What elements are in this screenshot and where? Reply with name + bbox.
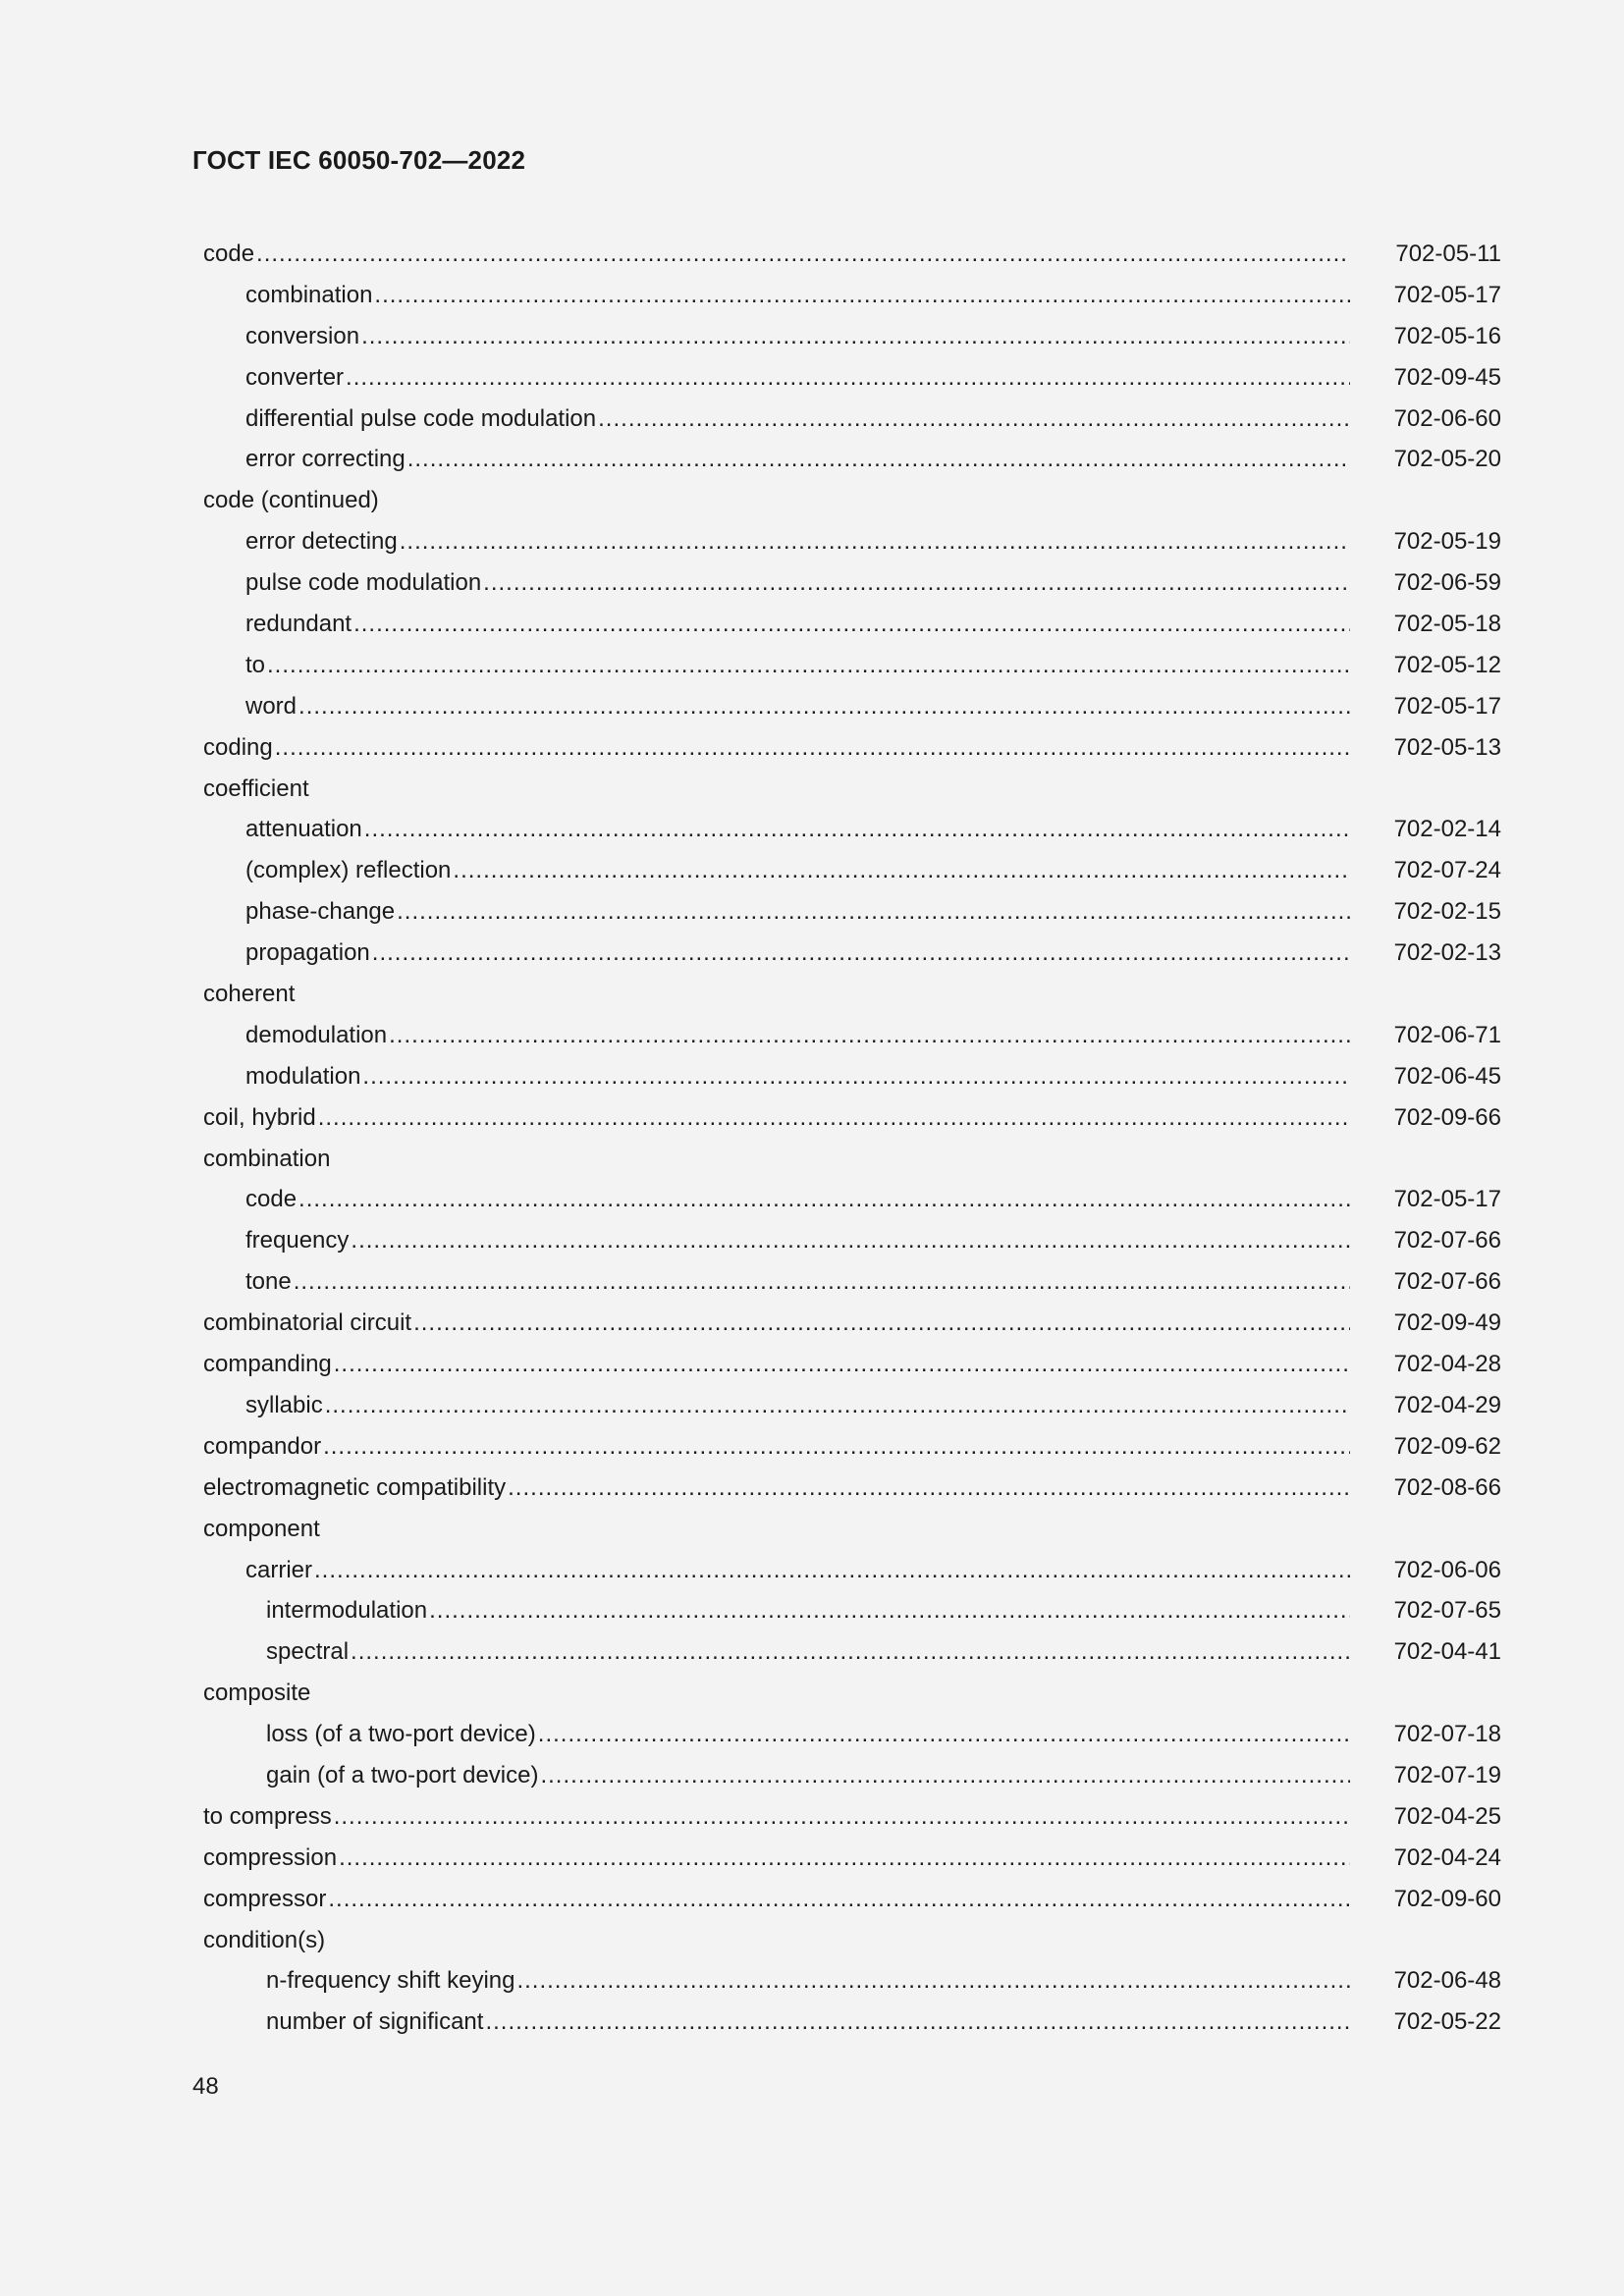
dot-leader bbox=[453, 850, 1350, 891]
index-reference: 702-09-66 bbox=[1393, 1103, 1501, 1131]
index-entry bbox=[203, 1509, 1501, 1550]
index-term: code bbox=[245, 1186, 298, 1213]
index-term: error detecting bbox=[245, 528, 398, 556]
dot-leader bbox=[339, 1838, 1350, 1879]
index-reference: 702-05-19 bbox=[1393, 528, 1501, 556]
index-reference: 702-06-59 bbox=[1393, 569, 1501, 597]
index-entry bbox=[203, 891, 1501, 933]
dot-leader bbox=[353, 604, 1350, 645]
index-reference: 702-06-71 bbox=[1393, 1021, 1501, 1048]
index-term: electromagnetic compatibility bbox=[203, 1473, 507, 1501]
index-term: tone bbox=[245, 1268, 292, 1296]
dot-leader bbox=[598, 399, 1350, 440]
dot-leader bbox=[429, 1590, 1350, 1631]
index-entry bbox=[203, 316, 1501, 357]
index-reference: 702-02-14 bbox=[1393, 816, 1501, 843]
dot-leader bbox=[400, 521, 1350, 562]
index-reference: 702-07-65 bbox=[1393, 1597, 1501, 1625]
index-reference: 702-05-18 bbox=[1393, 611, 1501, 638]
index-entry bbox=[203, 1344, 1501, 1385]
index-term: coding bbox=[203, 733, 273, 761]
index-reference: 702-05-12 bbox=[1393, 651, 1501, 678]
index-entry bbox=[203, 1220, 1501, 1261]
index-reference: 702-06-45 bbox=[1393, 1062, 1501, 1090]
index-term: component bbox=[203, 1515, 320, 1542]
index-term: code bbox=[203, 240, 255, 267]
index-reference: 702-05-22 bbox=[1393, 2008, 1501, 2036]
index-term: gain (of a two-port device) bbox=[266, 1761, 539, 1789]
index-term: word bbox=[245, 692, 298, 720]
index-entry bbox=[203, 1179, 1501, 1220]
index-reference: 702-06-60 bbox=[1393, 404, 1501, 432]
index-reference: 702-07-66 bbox=[1393, 1227, 1501, 1255]
index-entry bbox=[203, 1755, 1501, 1796]
index-term: attenuation bbox=[245, 816, 362, 843]
index-term: error correcting bbox=[245, 446, 406, 473]
index-term: converter bbox=[245, 363, 345, 391]
index-entry bbox=[203, 604, 1501, 645]
index-reference: 702-09-49 bbox=[1393, 1309, 1501, 1337]
dot-leader bbox=[407, 439, 1350, 480]
dot-leader bbox=[323, 1426, 1350, 1468]
index-term: combination bbox=[203, 1145, 331, 1172]
index-entry bbox=[203, 974, 1501, 1015]
index-reference: 702-05-11 bbox=[1395, 240, 1501, 267]
index-entry bbox=[203, 1139, 1501, 1180]
index-entry bbox=[203, 1550, 1501, 1591]
index-entry bbox=[203, 1015, 1501, 1056]
index-term: pulse code modulation bbox=[245, 569, 482, 597]
index-term: to compress bbox=[203, 1802, 332, 1830]
dot-leader bbox=[256, 234, 1350, 275]
index-entry bbox=[203, 1056, 1501, 1097]
index-entry bbox=[203, 933, 1501, 974]
index-term: differential pulse code modulation bbox=[245, 404, 597, 432]
index-reference: 702-06-48 bbox=[1393, 1967, 1501, 1995]
index-term: phase-change bbox=[245, 898, 396, 926]
index-reference: 702-05-20 bbox=[1393, 446, 1501, 473]
index-term: number of significant bbox=[266, 2008, 484, 2036]
dot-leader bbox=[361, 316, 1350, 357]
index-reference: 702-04-41 bbox=[1393, 1638, 1501, 1666]
index-reference: 702-05-13 bbox=[1393, 733, 1501, 761]
index-term: spectral bbox=[266, 1638, 350, 1666]
dot-leader bbox=[540, 1755, 1350, 1796]
dot-leader bbox=[413, 1303, 1350, 1344]
index-reference: 702-06-06 bbox=[1393, 1556, 1501, 1583]
dot-leader bbox=[314, 1550, 1350, 1591]
index-reference: 702-02-13 bbox=[1393, 939, 1501, 967]
index-entry bbox=[203, 645, 1501, 686]
index-reference: 702-04-28 bbox=[1393, 1351, 1501, 1378]
dot-leader bbox=[351, 1631, 1350, 1673]
index-term: intermodulation bbox=[266, 1597, 428, 1625]
index-term: (complex) reflection bbox=[245, 857, 452, 884]
index-term: composite bbox=[203, 1680, 311, 1707]
index-reference: 702-05-17 bbox=[1393, 1186, 1501, 1213]
index-entry bbox=[203, 1960, 1501, 2002]
index-entry bbox=[203, 1590, 1501, 1631]
index-entry bbox=[203, 727, 1501, 769]
dot-leader bbox=[334, 1344, 1350, 1385]
dot-leader bbox=[267, 645, 1350, 686]
index-term: companding bbox=[203, 1351, 332, 1378]
index-term: combination bbox=[245, 281, 373, 308]
index-entry bbox=[203, 686, 1501, 727]
index-entry bbox=[203, 1468, 1501, 1509]
dot-leader bbox=[483, 562, 1350, 604]
index-entry bbox=[203, 275, 1501, 316]
index-term: compandor bbox=[203, 1432, 322, 1460]
index-entry bbox=[203, 1303, 1501, 1344]
index-entry bbox=[203, 1097, 1501, 1139]
index-term: frequency bbox=[245, 1227, 350, 1255]
index-entry bbox=[203, 1879, 1501, 1920]
index-entry bbox=[203, 439, 1501, 480]
index-entry bbox=[203, 850, 1501, 891]
index-term: demodulation bbox=[245, 1021, 388, 1048]
index-reference: 702-07-18 bbox=[1393, 1721, 1501, 1748]
index-entry bbox=[203, 399, 1501, 440]
page-title: ГОСТ IEC 60050-702—2022 bbox=[192, 145, 526, 175]
dot-leader bbox=[538, 1714, 1350, 1755]
dot-leader bbox=[318, 1097, 1350, 1139]
index-entry bbox=[203, 562, 1501, 604]
index-entry bbox=[203, 234, 1501, 275]
index-entry bbox=[203, 2002, 1501, 2043]
index-term: modulation bbox=[245, 1062, 361, 1090]
index-reference: 702-09-60 bbox=[1393, 1885, 1501, 1912]
index-entry bbox=[203, 1838, 1501, 1879]
index-reference: 702-05-17 bbox=[1393, 692, 1501, 720]
dot-leader bbox=[364, 809, 1350, 850]
index-reference: 702-07-24 bbox=[1393, 857, 1501, 884]
index-term: coherent bbox=[203, 981, 296, 1008]
dot-leader bbox=[485, 2002, 1350, 2043]
index-entry bbox=[203, 1714, 1501, 1755]
index-term: combinatorial circuit bbox=[203, 1309, 412, 1337]
dot-leader bbox=[328, 1879, 1350, 1920]
index-term: compressor bbox=[203, 1885, 327, 1912]
index-entry bbox=[203, 1920, 1501, 1961]
index-term: conversion bbox=[245, 322, 360, 349]
index-entry bbox=[203, 1631, 1501, 1673]
index-term: syllabic bbox=[245, 1391, 323, 1418]
index-reference: 702-07-66 bbox=[1393, 1268, 1501, 1296]
index-term: redundant bbox=[245, 611, 352, 638]
dot-leader bbox=[294, 1261, 1350, 1303]
index-reference: 702-05-17 bbox=[1393, 281, 1501, 308]
dot-leader bbox=[298, 686, 1350, 727]
index-term: coil, hybrid bbox=[203, 1103, 316, 1131]
dot-leader bbox=[346, 357, 1350, 399]
index-term: carrier bbox=[245, 1556, 313, 1583]
dot-leader bbox=[389, 1015, 1350, 1056]
dot-leader bbox=[275, 727, 1350, 769]
index-reference: 702-04-24 bbox=[1393, 1843, 1501, 1871]
index-reference: 702-09-62 bbox=[1393, 1432, 1501, 1460]
index-term: code (continued) bbox=[203, 487, 379, 514]
index-reference: 702-05-16 bbox=[1393, 322, 1501, 349]
dot-leader bbox=[516, 1960, 1350, 2002]
index-term: loss (of a two-port device) bbox=[266, 1721, 536, 1748]
index-term: coefficient bbox=[203, 774, 309, 802]
index-entry bbox=[203, 357, 1501, 399]
index-entry bbox=[203, 1385, 1501, 1426]
index-term: condition(s) bbox=[203, 1926, 326, 1953]
dot-leader bbox=[362, 1056, 1350, 1097]
index-entry bbox=[203, 1673, 1501, 1714]
index-entry bbox=[203, 480, 1501, 521]
dot-leader bbox=[397, 891, 1350, 933]
index-reference: 702-02-15 bbox=[1393, 898, 1501, 926]
index-reference: 702-07-19 bbox=[1393, 1761, 1501, 1789]
index-list bbox=[203, 234, 1501, 2043]
dot-leader bbox=[325, 1385, 1350, 1426]
index-reference: 702-08-66 bbox=[1393, 1473, 1501, 1501]
index-entry bbox=[203, 769, 1501, 810]
dot-leader bbox=[508, 1468, 1350, 1509]
index-entry bbox=[203, 1261, 1501, 1303]
index-entry bbox=[203, 521, 1501, 562]
index-entry bbox=[203, 809, 1501, 850]
index-term: propagation bbox=[245, 939, 370, 967]
page-number: 48 bbox=[192, 2073, 219, 2100]
index-entry bbox=[203, 1426, 1501, 1468]
dot-leader bbox=[351, 1220, 1350, 1261]
index-reference: 702-04-25 bbox=[1393, 1802, 1501, 1830]
index-reference: 702-09-45 bbox=[1393, 363, 1501, 391]
index-term: to bbox=[245, 651, 266, 678]
dot-leader bbox=[374, 275, 1350, 316]
dot-leader bbox=[372, 933, 1350, 974]
index-term: compression bbox=[203, 1843, 338, 1871]
index-term: n-frequency shift keying bbox=[266, 1967, 515, 1995]
index-entry bbox=[203, 1796, 1501, 1838]
dot-leader bbox=[298, 1179, 1350, 1220]
index-reference: 702-04-29 bbox=[1393, 1391, 1501, 1418]
dot-leader bbox=[334, 1796, 1350, 1838]
